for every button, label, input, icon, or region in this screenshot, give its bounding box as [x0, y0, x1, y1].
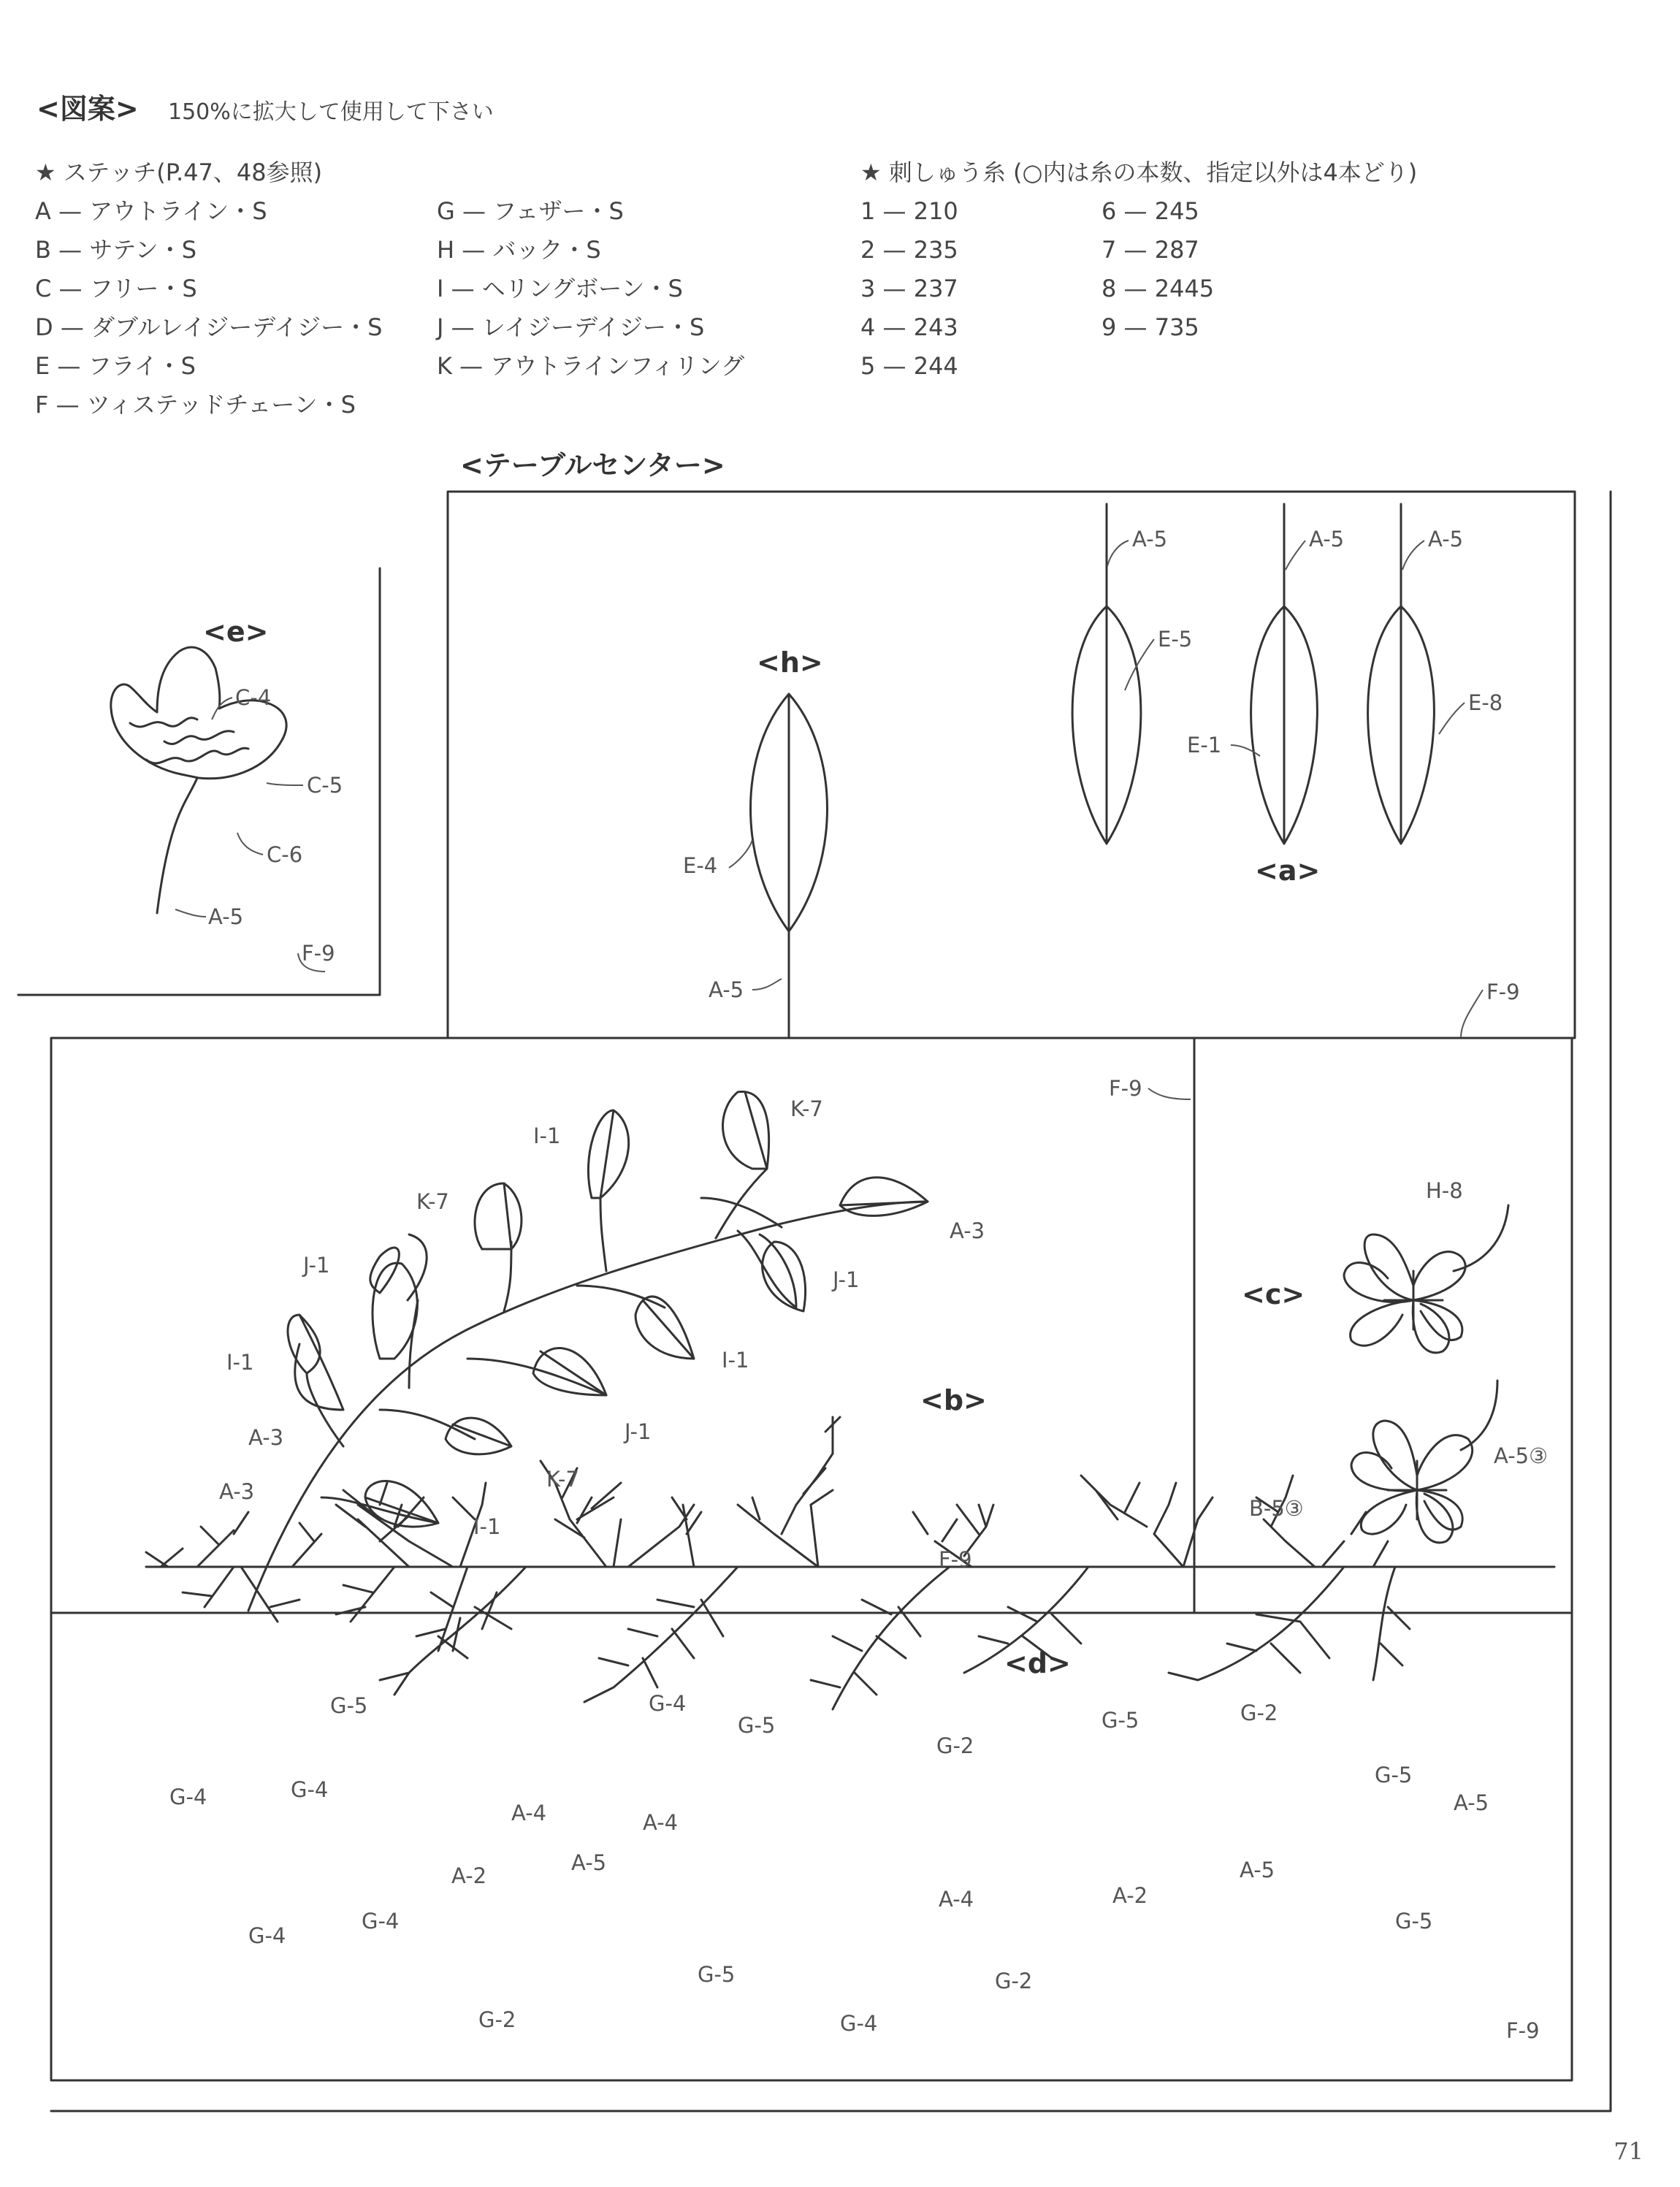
label: K-7: [546, 1467, 579, 1492]
page-number: 71: [1614, 2137, 1643, 2165]
label: G-4: [169, 1785, 207, 1809]
section-c: <c>: [1242, 1278, 1305, 1310]
stitch-heading: ★ ステッチ(P.47、48参照): [35, 159, 323, 186]
label: A-3: [248, 1425, 284, 1450]
thread-item: 5 — 244: [860, 352, 958, 380]
label: A-5: [709, 977, 744, 1002]
label: F-9: [302, 941, 335, 966]
stitch-item: G — フェザー・S: [437, 197, 624, 225]
section-d: <d>: [1004, 1647, 1071, 1679]
label: G-4: [840, 2011, 878, 2036]
leaf-a2: [1251, 504, 1318, 844]
thread-item: 1 — 210: [860, 197, 958, 225]
label: I-1: [473, 1514, 501, 1539]
label: A-5: [1132, 527, 1168, 551]
label: K-7: [416, 1189, 449, 1214]
label: J-1: [303, 1253, 330, 1278]
label: I-1: [226, 1350, 254, 1375]
frame-d: [51, 1613, 1572, 2080]
label: C-4: [235, 685, 272, 710]
label: A-3: [219, 1479, 255, 1504]
thread-item: 2 — 235: [860, 236, 958, 264]
label: E-5: [1158, 627, 1193, 652]
section-b: <b>: [920, 1384, 987, 1416]
label: F-9: [1109, 1076, 1142, 1101]
label: G-4: [248, 1923, 286, 1948]
stitch-item: F — ツィステッドチェーン・S: [35, 391, 356, 419]
label: G-5: [1375, 1763, 1413, 1787]
label: A-2: [451, 1863, 487, 1888]
scale-note: 150%に拡大して使用して下さい: [168, 99, 494, 125]
thread-item: 9 — 735: [1101, 313, 1199, 341]
label: G-4: [291, 1777, 329, 1802]
label: G-5: [1395, 1909, 1433, 1934]
label: G-5: [330, 1693, 368, 1718]
label: G-2: [478, 2007, 516, 2032]
label: A-5: [208, 904, 244, 929]
label: C-5: [307, 773, 343, 798]
leaf-a1: [1072, 504, 1141, 844]
label: A-5: [1240, 1858, 1275, 1882]
label: H-8: [1426, 1178, 1463, 1203]
stitch-item: E — フライ・S: [35, 352, 196, 380]
label: A-4: [643, 1810, 679, 1835]
leaf-a3: [1368, 504, 1435, 844]
label: F-9: [939, 1547, 972, 1572]
label: E-8: [1468, 690, 1503, 715]
label: J-1: [833, 1267, 860, 1292]
thread-item: 8 — 2445: [1101, 275, 1215, 302]
label: G-4: [649, 1691, 687, 1716]
diagram-title: <テーブルセンター>: [460, 449, 725, 481]
label: I-1: [722, 1348, 749, 1373]
thread-item: 6 — 245: [1101, 197, 1199, 225]
label: A-5: [1428, 527, 1464, 551]
label: A-5: [1454, 1790, 1489, 1815]
thread-item: 3 — 237: [860, 275, 958, 302]
stitch-item: B — サテン・S: [35, 236, 197, 264]
stitch-item: H — バック・S: [437, 236, 601, 264]
frame-c: [1194, 1038, 1572, 1613]
section-e: <e>: [203, 616, 269, 648]
label: G-5: [738, 1713, 776, 1738]
label: A-3: [950, 1218, 985, 1243]
stitch-item: I — ヘリングボーン・S: [437, 275, 683, 302]
label: A-4: [939, 1887, 974, 1912]
label: G-2: [1240, 1701, 1278, 1725]
branches-d: [146, 1417, 1554, 1709]
label: E-1: [1187, 733, 1222, 757]
stitch-item: K — アウトラインフィリング: [437, 352, 745, 380]
label: G-2: [995, 1969, 1033, 1993]
stitch-item: C — フリー・S: [35, 275, 197, 302]
clover-bottom: [1351, 1381, 1497, 1543]
label: A-5: [571, 1850, 607, 1875]
thread-item: 7 — 287: [1101, 236, 1199, 264]
leaf-h: [751, 694, 828, 1038]
label: G-5: [698, 1962, 736, 1987]
label: F-9: [1506, 2018, 1540, 2043]
label: J-1: [625, 1419, 652, 1444]
label: G-5: [1101, 1708, 1139, 1733]
label: A-5③: [1494, 1443, 1549, 1468]
label: C-6: [267, 842, 303, 867]
thread-item: 4 — 243: [860, 313, 958, 341]
clover-top: [1344, 1205, 1508, 1353]
stitch-item: D — ダブルレイジーデイジー・S: [35, 313, 383, 341]
label: B-5③: [1249, 1496, 1304, 1521]
label: K-7: [790, 1096, 823, 1121]
label: I-1: [533, 1123, 561, 1148]
label: F-9: [1486, 980, 1520, 1004]
section-h: <h>: [757, 646, 823, 679]
frame-top: [448, 492, 1575, 1038]
frame-b: [51, 1038, 1194, 1613]
stitch-item: A — アウトライン・S: [35, 197, 267, 225]
label: A-2: [1112, 1883, 1148, 1908]
page-title: <図案>: [37, 93, 139, 125]
label: A-5: [1309, 527, 1345, 551]
section-a: <a>: [1255, 855, 1321, 887]
label: E-4: [683, 853, 718, 878]
label: G-2: [936, 1733, 974, 1758]
thread-heading: ★ 刺しゅう糸 (○内は糸の本数、指定以外は4本どり): [860, 159, 1418, 186]
label: A-4: [511, 1801, 547, 1825]
branch-b: [248, 1091, 928, 1611]
label: G-4: [362, 1909, 400, 1934]
stitch-item: J — レイジーデイジー・S: [437, 313, 705, 341]
